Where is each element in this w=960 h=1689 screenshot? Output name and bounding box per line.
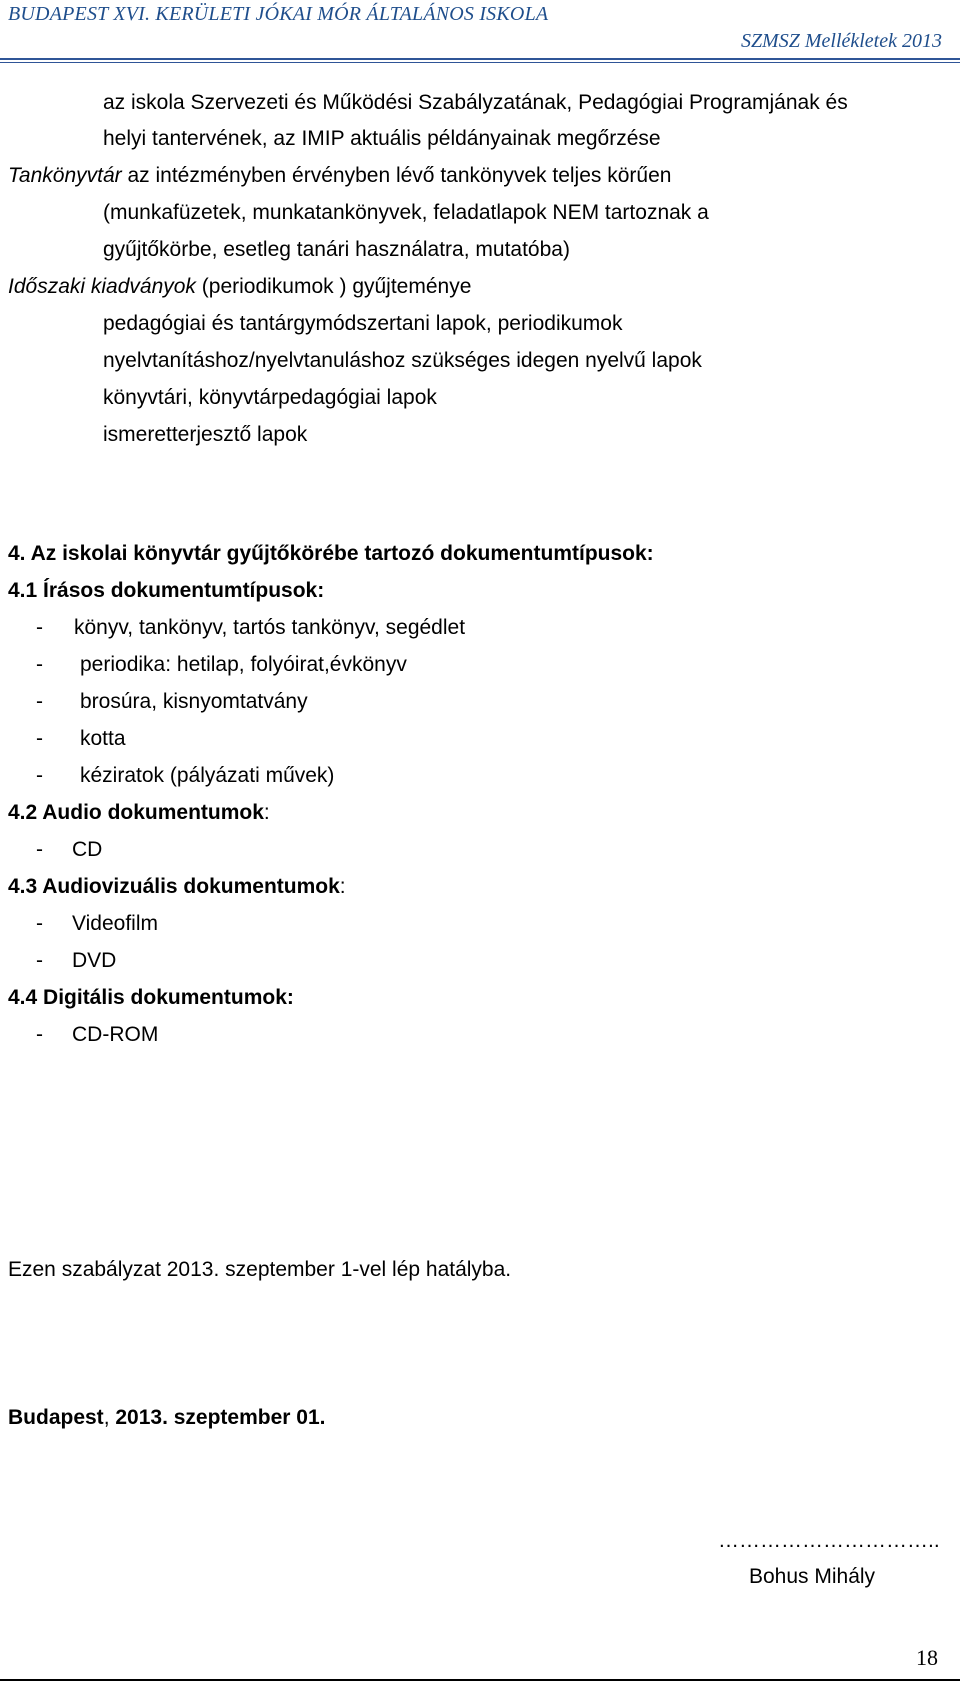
dash: - [36, 912, 43, 935]
dash: - [36, 616, 43, 639]
place-date-line [8, 1405, 325, 1431]
list-line: nyelvtanításhoz/nyelvtanuláshoz szükséges idegen nyelvű lapok [103, 349, 702, 372]
item-text: brosúra, kisnyomtatvány [80, 690, 308, 713]
list-item [36, 726, 126, 752]
idoszaki-title: Időszaki kiadványok [8, 275, 196, 298]
dash: - [36, 653, 43, 676]
header-document-title: SZMSZ Mellékletek 2013 [740, 30, 942, 52]
signer-name: Bohus Mihály [749, 1565, 876, 1588]
item-text: periodika: hetilap, folyóirat,évkönyv [80, 653, 407, 676]
idoszaki-text: (periodikumok ) gyűjteménye [195, 275, 472, 298]
dash: - [36, 727, 43, 750]
colon: : [339, 875, 346, 898]
header-rule-thin [0, 62, 960, 63]
section-4-3-title: 4.3 Audiovizuális dokumentumok [8, 875, 340, 898]
list-line: ismeretterjesztő lapok [103, 423, 308, 446]
list-item [36, 837, 103, 863]
list-line: helyi tantervének, az IMIP aktuális példányainak megőrzése [103, 127, 661, 150]
idoszaki-line [8, 274, 471, 300]
dash: - [36, 949, 43, 972]
header-rule [0, 58, 960, 60]
list-line: pedagógiai és tantárgymódszertani lapok, periodikumok [103, 312, 623, 335]
section-4-4-title: 4.4 Digitális dokumentumok: [8, 986, 294, 1009]
item-text: kéziratok (pályázati művek) [80, 764, 335, 787]
effective-date-text: Ezen szabályzat 2013. szeptember 1-vel lép hatályba. [8, 1258, 512, 1281]
place-separator: , [103, 1406, 116, 1429]
list-line: (munkafüzetek, munkatankönyvek, feladatlapok NEM tartoznak a [103, 201, 709, 224]
dash: - [36, 838, 43, 861]
list-line: könyvtári, könyvtárpedagógiai lapok [103, 386, 437, 409]
footer-rule [0, 1679, 960, 1681]
item-text: Videofilm [72, 912, 158, 935]
section-4-1-title: 4.1 Írásos dokumentumtípusok: [8, 579, 325, 602]
place: Budapest [8, 1406, 104, 1429]
list-item [36, 615, 466, 641]
tankonyvtar-text: az intézményben érvényben lévő tankönyvek teljes körűen [121, 164, 672, 187]
list-item [36, 689, 308, 715]
tankonyvtar-line [8, 163, 671, 189]
list-line: gyűjtőkörbe, esetleg tanári használatra, mutatóba) [103, 238, 570, 261]
section-4-3-line [8, 874, 346, 900]
list-item [36, 948, 117, 974]
list-item [36, 1022, 159, 1048]
list-item [36, 911, 158, 937]
item-text: CD-ROM [72, 1023, 159, 1046]
signature-line: ………………………….. [718, 1529, 940, 1552]
dash: - [36, 1023, 43, 1046]
dash: - [36, 690, 43, 713]
item-text: CD [72, 838, 103, 861]
colon: : [263, 801, 270, 824]
list-line: az iskola Szervezeti és Működési Szabályzatának, Pedagógiai Programjának és [103, 91, 848, 114]
header-school-name: BUDAPEST XVI. KERÜLETI JÓKAI MÓR ÁLTALÁNOS ISKOLA [8, 3, 549, 25]
list-item [36, 763, 335, 789]
section-4-2-title: 4.2 Audio dokumentumok [8, 801, 264, 824]
item-text: kotta [80, 727, 126, 750]
section-4-title: 4. Az iskolai könyvtár gyűjtőkörébe tartozó dokumentumtípusok: [8, 542, 654, 565]
section-4-2-line [8, 800, 270, 826]
item-text: könyv, tankönyv, tartós tankönyv, segédlet [74, 616, 466, 639]
list-item [36, 652, 407, 678]
page-number: 18 [916, 1645, 938, 1670]
date: 2013. szeptember 01. [115, 1406, 326, 1429]
page-header [0, 0, 960, 52]
dash: - [36, 764, 43, 787]
tankonyvtar-title: Tankönyvtár [8, 164, 122, 187]
item-text: DVD [72, 949, 117, 972]
